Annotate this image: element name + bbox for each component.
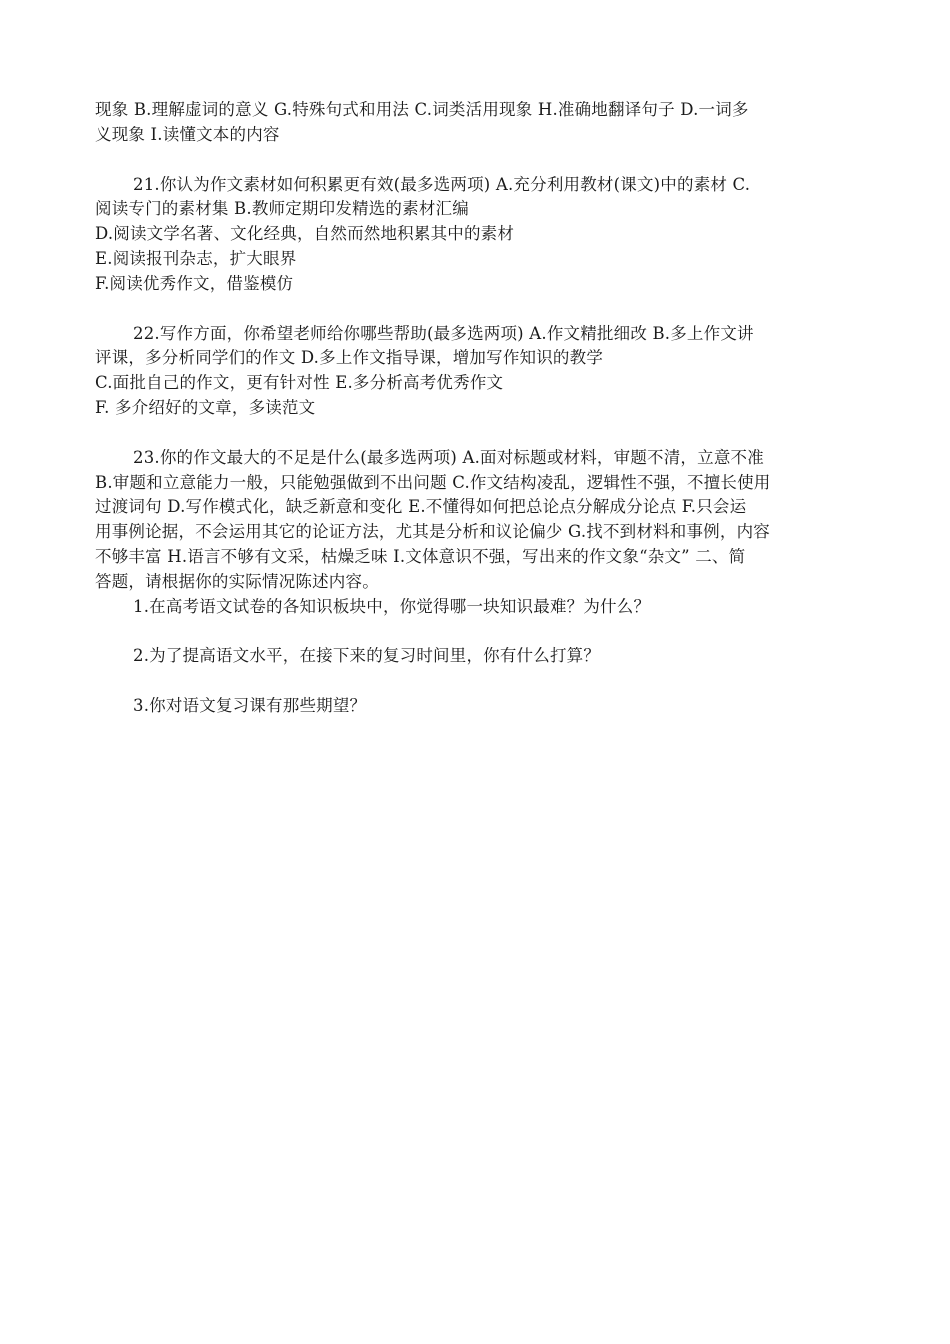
paragraph-gap	[95, 297, 865, 322]
section-two-heading: 答题，请根据你的实际情况陈述内容。	[95, 571, 379, 591]
text-line: 阅读专门的素材集 B.教师定期印发精选的素材汇编	[95, 199, 469, 219]
paragraph-gap	[95, 619, 865, 644]
question-23-stem: 23.你的作文最大的不足是什么(最多选两项) A.面对标题或材料，审题不清，立意不准	[133, 447, 764, 467]
question-21-stem: 21.你认为作文素材如何积累更有效(最多选两项) A.充分利用教材(课文)中的素材 C.	[133, 174, 751, 194]
question-20-continuation	[95, 98, 865, 148]
paragraph-gap	[95, 421, 865, 446]
short-answer-2: 2.为了提高语文水平，在接下来的复习时间里，你有什么打算？	[133, 646, 601, 666]
option-d: D.阅读文学名著、文化经典，自然而然地积累其中的素材	[95, 224, 515, 244]
option-f: F.阅读优秀作文，借鉴模仿	[95, 273, 294, 293]
paragraph-gap	[95, 669, 865, 694]
text-line: 过渡词句 D.写作模式化，缺乏新意和变化 E.不懂得如何把总论点分解成分论点 F.只会运	[95, 497, 747, 517]
question-21	[95, 173, 865, 297]
document-body	[95, 98, 865, 719]
text-line: 用事例论据，不会运用其它的论证方法，尤其是分析和议论偏少 G.找不到材料和事例，内容	[95, 522, 770, 542]
option-c-e: C.面批自己的作文，更有针对性 E.多分析高考优秀作文	[95, 373, 504, 393]
question-22-stem: 22.写作方面，你希望老师给你哪些帮助(最多选两项) A.作文精批细改 B.多上作文讲	[133, 323, 754, 343]
text-line: 不够丰富 H.语言不够有文采，枯燥乏味 I.文体意识不强，写出来的作文象“杂文” 二、简	[95, 546, 746, 566]
text-line: 义现象 I.读懂文本的内容	[95, 124, 280, 144]
short-answer-questions	[95, 595, 865, 719]
option-e: E.阅读报刊杂志，扩大眼界	[95, 248, 297, 268]
question-23	[95, 446, 865, 595]
short-answer-3: 3.你对语文复习课有那些期望？	[133, 696, 367, 716]
text-line: B.审题和立意能力一般，只能勉强做到不出问题 C.作文结构凌乱，逻辑性不强，不擅长使用	[95, 472, 771, 492]
text-line: 评课，多分析同学们的作文 D.多上作文指导课，增加写作知识的教学	[95, 348, 604, 368]
short-answer-1: 1.在高考语文试卷的各知识板块中，你觉得哪一块知识最难？为什么？	[133, 596, 651, 616]
option-f: F. 多介绍好的文章，多读范文	[95, 397, 316, 417]
paragraph-gap	[95, 148, 865, 173]
text-line: 现象 B.理解虚词的意义 G.特殊句式和用法 C.词类活用现象 H.准确地翻译句子 D.一词多	[95, 100, 749, 119]
question-22	[95, 322, 865, 421]
